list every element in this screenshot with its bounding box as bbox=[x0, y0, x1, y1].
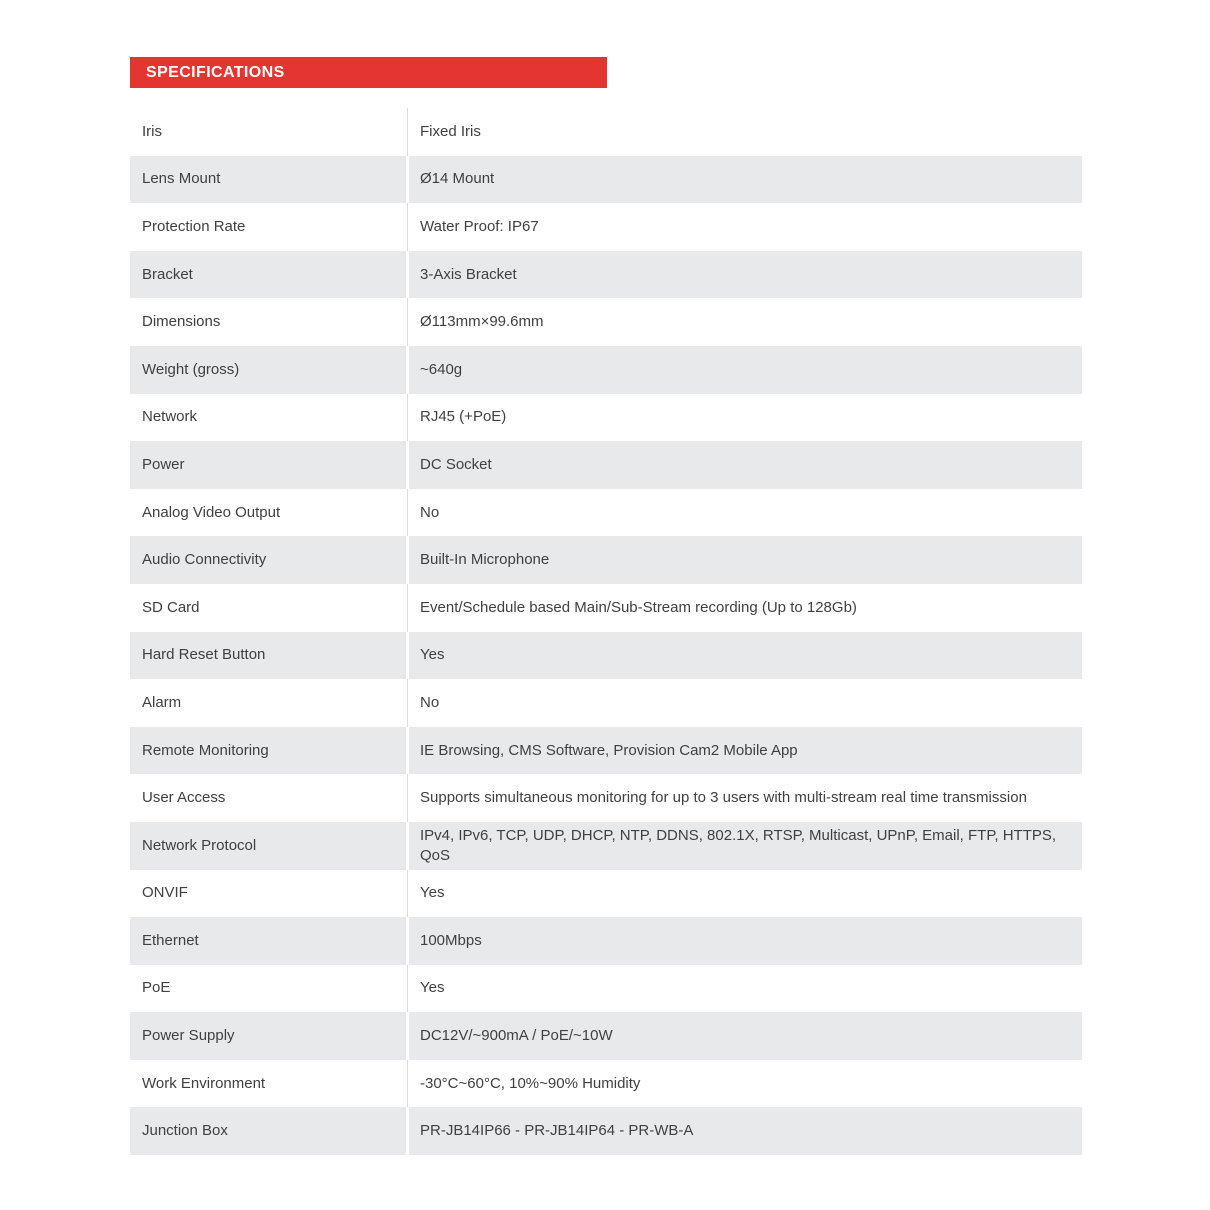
table-row bbox=[130, 251, 1082, 299]
spec-label: User Access bbox=[142, 789, 226, 807]
spec-value: No bbox=[409, 679, 1082, 727]
spec-label: Junction Box bbox=[130, 1107, 406, 1155]
spec-value: Supports simultaneous monitoring for up to 3 users with multi-stream real time transmission bbox=[409, 774, 1082, 822]
spec-label: Power Supply bbox=[130, 1012, 406, 1060]
table-row bbox=[130, 870, 1082, 918]
table-row bbox=[130, 536, 1082, 584]
table-row bbox=[130, 965, 1082, 1013]
spec-value: -30°C~60°C, 10%~90% Humidity bbox=[409, 1060, 1082, 1108]
spec-label: Bracket bbox=[130, 251, 406, 299]
table-row bbox=[130, 774, 1082, 822]
spec-value: DC Socket bbox=[409, 441, 1082, 489]
spec-label: Dimensions bbox=[142, 313, 221, 331]
spec-value: 3-Axis Bracket bbox=[409, 251, 1082, 299]
spec-value: ~640g bbox=[409, 346, 1082, 394]
table-row bbox=[130, 822, 1082, 870]
spec-value: PR-JB14IP66 - PR-JB14IP64 - PR-WB-A bbox=[409, 1107, 1082, 1155]
spec-label: Weight (gross) bbox=[130, 346, 406, 394]
spec-label: ONVIF bbox=[142, 884, 188, 902]
spec-value: Fixed Iris bbox=[409, 108, 1082, 156]
spec-value: No bbox=[409, 489, 1082, 537]
spec-label: Analog Video Output bbox=[142, 503, 281, 521]
specifications-header-bar bbox=[130, 57, 607, 88]
spec-value: Yes bbox=[409, 965, 1082, 1013]
spec-label: Network Protocol bbox=[130, 822, 406, 870]
table-row bbox=[130, 203, 1082, 251]
table-row bbox=[130, 679, 1082, 727]
spec-label: Protection Rate bbox=[142, 217, 246, 235]
spec-value: IE Browsing, CMS Software, Provision Cam2 Mobile App bbox=[409, 727, 1082, 775]
specifications-title: SPECIFICATIONS bbox=[146, 63, 285, 81]
table-row bbox=[130, 584, 1082, 632]
spec-value: RJ45 (+PoE) bbox=[409, 394, 1082, 442]
spec-label: Ethernet bbox=[130, 917, 406, 965]
spec-label: Remote Monitoring bbox=[130, 727, 406, 775]
spec-value: Water Proof: IP67 bbox=[409, 203, 1082, 251]
spec-label: Work Environment bbox=[142, 1074, 266, 1092]
spec-label: SD Card bbox=[142, 598, 200, 616]
spec-value: DC12V/~900mA / PoE/~10W bbox=[409, 1012, 1082, 1060]
table-row bbox=[130, 489, 1082, 537]
table-row bbox=[130, 1012, 1082, 1060]
spec-label: Audio Connectivity bbox=[130, 536, 406, 584]
spec-value: Built-In Microphone bbox=[409, 536, 1082, 584]
spec-label: Lens Mount bbox=[130, 156, 406, 204]
table-row bbox=[130, 298, 1082, 346]
table-row bbox=[130, 727, 1082, 775]
spec-label: Iris bbox=[142, 122, 162, 140]
table-row bbox=[130, 441, 1082, 489]
table-row bbox=[130, 917, 1082, 965]
table-row bbox=[130, 394, 1082, 442]
spec-label: Alarm bbox=[142, 693, 182, 711]
table-row bbox=[130, 632, 1082, 680]
table-row bbox=[130, 346, 1082, 394]
spec-value: Yes bbox=[409, 870, 1082, 918]
specifications-table bbox=[130, 108, 1082, 1155]
spec-value: Yes bbox=[409, 632, 1082, 680]
spec-value: 100Mbps bbox=[409, 917, 1082, 965]
table-row bbox=[130, 1060, 1082, 1108]
spec-label: PoE bbox=[142, 979, 171, 997]
spec-label: Power bbox=[130, 441, 406, 489]
spec-label: Hard Reset Button bbox=[130, 632, 406, 680]
table-row bbox=[130, 108, 1082, 156]
table-row bbox=[130, 1107, 1082, 1155]
spec-value: Ø113mm×99.6mm bbox=[409, 298, 1082, 346]
spec-label: Network bbox=[142, 408, 198, 426]
spec-value: Event/Schedule based Main/Sub-Stream recording (Up to 128Gb) bbox=[409, 584, 1082, 632]
spec-value: Ø14 Mount bbox=[409, 156, 1082, 204]
table-row bbox=[130, 156, 1082, 204]
spec-value: IPv4, IPv6, TCP, UDP, DHCP, NTP, DDNS, 802.1X, RTSP, Multicast, UPnP, Email, FTP, HTTPS, QoS bbox=[409, 822, 1082, 870]
